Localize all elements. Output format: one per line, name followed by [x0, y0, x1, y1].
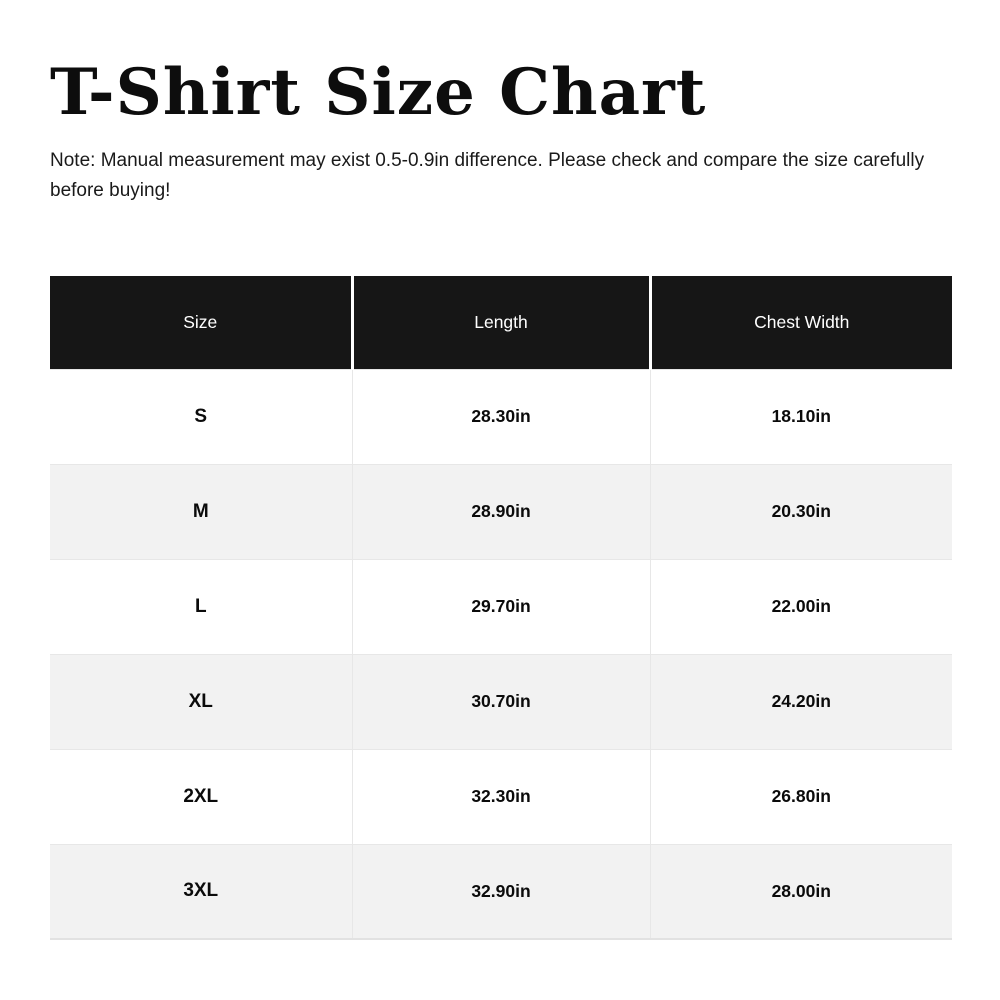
cell-chest: 28.00in — [650, 844, 952, 939]
cell-length: 29.70in — [352, 559, 650, 654]
table-row — [50, 559, 952, 654]
cell-length: 30.70in — [352, 654, 650, 749]
measurement-note: Note: Manual measurement may exist 0.5-0.9in difference. Please check and compare the size carefully before buying! — [50, 150, 925, 202]
cell-length: 32.30in — [352, 749, 650, 844]
table-body — [50, 369, 952, 939]
cell-length: 28.90in — [352, 464, 650, 559]
table-row — [50, 654, 952, 749]
cell-chest: 18.10in — [650, 369, 952, 464]
column-header-length: Length — [352, 276, 650, 369]
cell-length: 28.30in — [352, 369, 650, 464]
cell-size: XL — [50, 654, 352, 749]
cell-size: S — [50, 369, 352, 464]
table-header-row — [50, 276, 952, 369]
cell-size: 2XL — [50, 749, 352, 844]
cell-size: M — [50, 464, 352, 559]
cell-size: 3XL — [50, 844, 352, 939]
table-row — [50, 844, 952, 939]
cell-chest: 22.00in — [650, 559, 952, 654]
cell-chest: 26.80in — [650, 749, 952, 844]
size-chart-table — [50, 276, 952, 940]
page-title: T-Shirt Size Chart — [50, 55, 707, 130]
cell-chest: 24.20in — [650, 654, 952, 749]
table-row — [50, 749, 952, 844]
cell-chest: 20.30in — [650, 464, 952, 559]
column-header-size: Size — [50, 276, 352, 369]
table-row — [50, 464, 952, 559]
cell-length: 32.90in — [352, 844, 650, 939]
table-header — [50, 276, 952, 369]
table-row — [50, 369, 952, 464]
cell-size: L — [50, 559, 352, 654]
column-header-chest-width: Chest Width — [650, 276, 952, 369]
